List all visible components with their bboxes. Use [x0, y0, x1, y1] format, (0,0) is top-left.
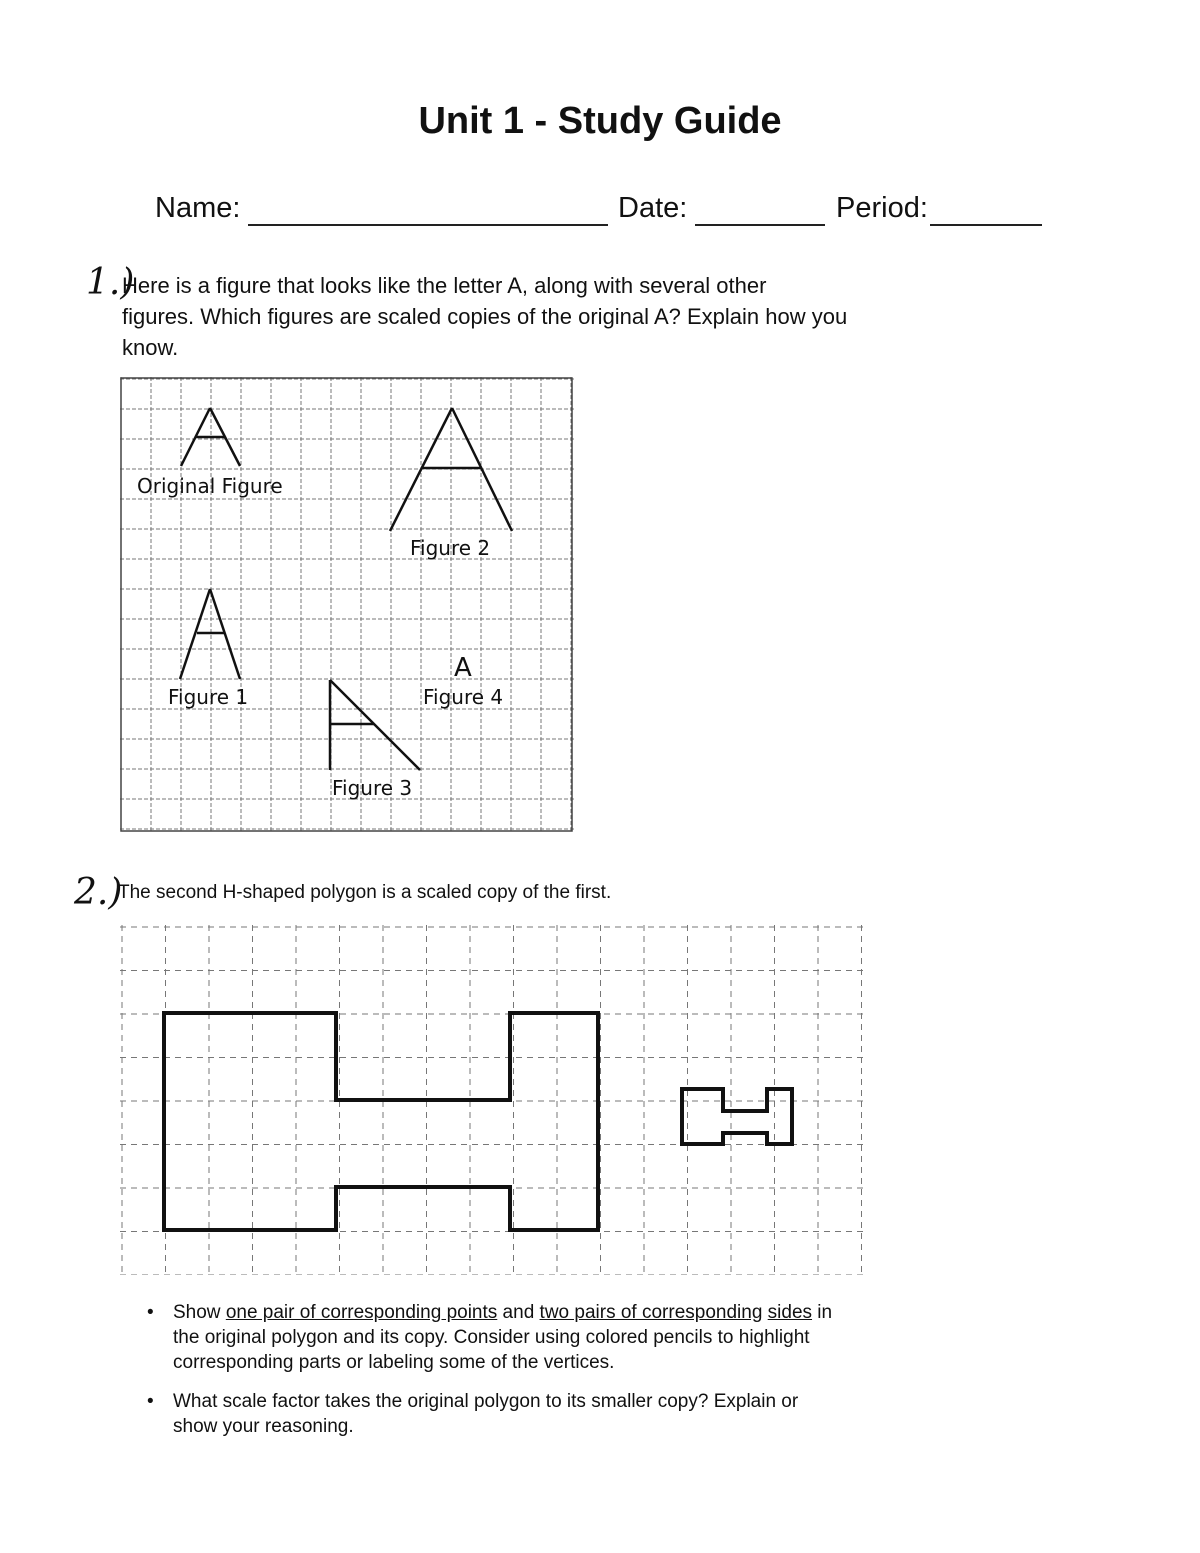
question-2-grid-figure	[120, 925, 865, 1275]
bullet-1-text-b: and	[497, 1302, 540, 1323]
date-label: Date:	[618, 192, 688, 224]
question-1-line-2: figures. Which figures are scaled copies of the original A? Explain how you	[122, 304, 848, 329]
question-1-text	[122, 270, 982, 363]
bullet-2-text: What scale factor takes the original polygon to its smaller copy? Explain or show your reasoning.	[173, 1391, 799, 1437]
name-blank[interactable]	[248, 196, 608, 226]
original-figure-label: Original Figure	[137, 474, 283, 498]
question-2-number: 2.)	[74, 872, 123, 913]
page-title: Unit 1 - Study Guide	[418, 100, 782, 142]
figure-1-shape	[180, 589, 240, 679]
bullet-2	[145, 1389, 845, 1439]
bullet-1-underline-points: one pair of corresponding points	[225, 1302, 498, 1323]
bullet-dot: •	[147, 1391, 154, 1412]
figure-1-label: Figure 1	[168, 685, 249, 709]
q1-grid-lines	[120, 377, 574, 833]
bullet-1-underline-sides-cont: sides	[767, 1302, 813, 1323]
date-blank[interactable]	[695, 196, 825, 226]
question-1-line-3: know.	[122, 335, 179, 360]
name-label: Name:	[155, 192, 241, 224]
bullet-1-underline-sides: two pairs of corresponding	[539, 1302, 763, 1323]
question-2-bullets	[145, 1300, 845, 1453]
figure-3-label: Figure 3	[332, 776, 413, 800]
question-1-line-1: Here is a figure that looks like the letter A, along with several other	[122, 273, 767, 298]
figure-4-shape: A	[454, 653, 472, 683]
bullet-dot: •	[147, 1302, 154, 1323]
question-1-grid-figure	[120, 377, 574, 833]
figure-2-label: Figure 2	[410, 536, 491, 560]
period-label: Period:	[836, 192, 928, 224]
figure-3-shape	[330, 680, 420, 770]
scaled-copy-h-polygon	[682, 1089, 792, 1144]
figure-4-label: Figure 4	[423, 685, 504, 709]
bullet-1-text-c: in the original polygon and its copy. Consider using colored pencils to highlight corresponding parts or labeling some of the vertices.	[173, 1302, 833, 1373]
original-h-polygon	[164, 1013, 598, 1230]
bullet-1-text-a: Show	[173, 1302, 226, 1323]
question-2-text: The second H-shaped polygon is a scaled copy of the first.	[118, 882, 612, 903]
q1-grid-border	[121, 378, 572, 831]
bullet-1	[145, 1300, 845, 1375]
period-blank[interactable]	[930, 196, 1042, 226]
question-1-number: 1.)	[86, 262, 135, 303]
